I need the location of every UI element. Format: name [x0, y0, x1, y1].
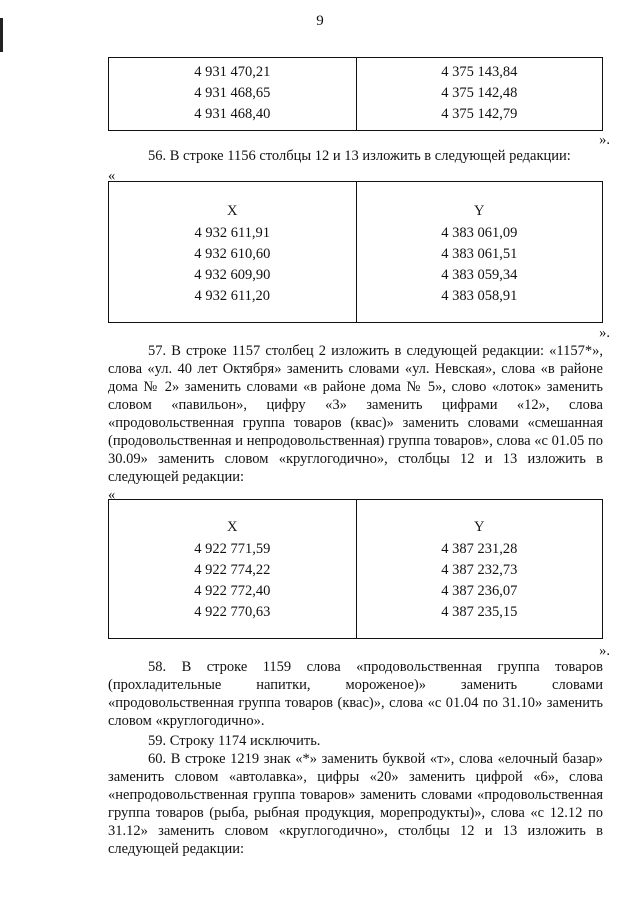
x-value: 4 922 770,63 — [194, 604, 271, 620]
y-value: 4 375 142,48 — [441, 85, 518, 101]
y-column — [356, 182, 603, 322]
x-value: 4 932 611,91 — [194, 225, 271, 241]
coordinates-table-1156 — [108, 181, 603, 323]
paragraph-60: 60. В строке 1219 знак «*» заменить буквой «т», слова «елочный базар» заменить словом «автолавка», цифры «20» заменить цифрой «6», слова «непродовольственная группа товаров» заменить словами «продовольственная группа товаров (рыба, рыбная продукция, морепродукты)», слова «с 12.12 по 31.12» заменить словом «круглогодично», столбцы 12 и 13 изложить в следующей редакции: — [108, 751, 603, 857]
paragraph-56: 56. В строке 1156 столбцы 12 и 13 изложить в следующей редакции: — [148, 148, 571, 164]
x-value: 4 932 611,20 — [194, 288, 271, 304]
coordinates-table-1157 — [108, 499, 603, 639]
paragraph-59: 59. Строку 1174 исключить. — [148, 733, 321, 749]
opening-quote: « — [108, 487, 116, 503]
page-number: 9 — [316, 13, 324, 29]
x-value: 4 922 774,22 — [194, 562, 271, 578]
x-header: X — [227, 203, 238, 219]
x-value: 4 931 468,65 — [194, 85, 271, 101]
y-header: Y — [474, 203, 485, 219]
y-value: 4 383 058,91 — [441, 288, 518, 304]
y-value: 4 383 061,51 — [441, 246, 518, 262]
y-value: 4 387 236,07 — [441, 583, 518, 599]
y-value: 4 383 061,09 — [441, 225, 518, 241]
y-value: 4 387 231,28 — [441, 541, 518, 557]
x-column — [109, 500, 356, 638]
x-value: 4 922 771,59 — [194, 541, 271, 557]
x-value: 4 922 772,40 — [194, 583, 271, 599]
closing-quote: ». — [599, 132, 610, 148]
x-value: 4 932 610,60 — [194, 246, 271, 262]
x-column — [109, 182, 356, 322]
opening-quote: « — [108, 168, 116, 184]
y-header: Y — [474, 519, 485, 535]
x-header: X — [227, 519, 238, 535]
x-value: 4 932 609,90 — [194, 267, 271, 283]
y-value: 4 387 232,73 — [441, 562, 518, 578]
paragraph-57: 57. В строке 1157 столбец 2 изложить в следующей редакции: «1157*», слова «ул. 40 лет Октября» заменить словами «ул. Невская», слова «в районе дома № 2» заменить словами «в районе дома № 5», слово «лоток» заменить словом «павильон», цифру «3» заменить цифрами «12», слова «продовольственная группа товаров (квас)» заменить словами «смешанная (продовольственная и непродовольственная) группа товаров», слова «с 01.05 по 30.09» заменить словом «круглогодично», столбцы 12 и 13 изложить в следующей редакции: — [108, 343, 603, 485]
coordinates-table-continued — [108, 57, 603, 131]
y-column — [356, 58, 603, 130]
closing-quote: ». — [599, 643, 610, 659]
y-value: 4 375 142,79 — [441, 106, 518, 122]
y-value: 4 383 059,34 — [441, 267, 518, 283]
x-column — [109, 58, 356, 130]
x-value: 4 931 470,21 — [194, 64, 271, 80]
y-value: 4 375 143,84 — [441, 64, 518, 80]
paragraph-58: 58. В строке 1159 слова «продовольственная группа товаров (прохладительные напитки, мороженое)» заменить словами «продовольственная группа товаров (квас)», слова «с 01.04 по 31.10» заменить словом «круглогодично». — [108, 659, 603, 729]
closing-quote: ». — [599, 325, 610, 341]
y-column — [356, 500, 603, 638]
x-value: 4 931 468,40 — [194, 106, 271, 122]
y-value: 4 387 235,15 — [441, 604, 518, 620]
